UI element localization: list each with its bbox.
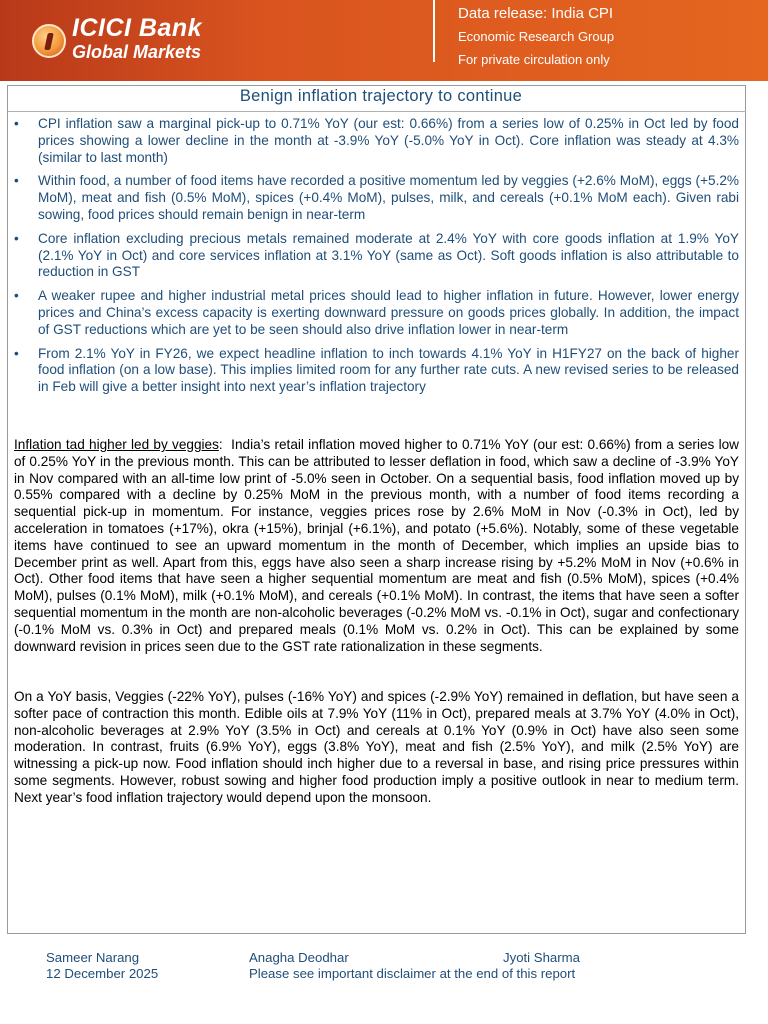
header-divider — [433, 0, 435, 62]
section-heading: Inflation tad higher led by veggies — [14, 437, 219, 452]
title-divider — [8, 111, 746, 112]
paragraph-body: India’s retail inflation moved higher to 0.71% YoY (our est: 0.66%) from a series low of 0.25% YoY in the previous month. This can be attributed to lesser deflation in food, which saw a decline of -3.9% YoY in Nov compared with an all-time low print of -5.0% seen in October. On a sequential basis, food inflation moved up by 0.55% compared with a decline by 0.25% MoM in the previous month, with a number of food items recording a sequential pick-up in momentum. For instance, veggies prices rose by 2.6% MoM in Nov (-0.3% in Oct), led by acceleration in tomatoes (+17%), okra (+15%), brinjal (+6.1%), and potato (+5.6%). Notably, some of these vegetable items have continued to see an upward momentum in the month of December, which implies an upside bias to December print as well. Apart from this, eggs have also seen a sharp increase rising by +5.2% MoM in Nov (+0.6% in Oct). Other food items that have seen a higher sequential momentum are meat and fish (0.5% MoM), spices (+0.4% MoM), pulses (0.1% MoM), milk (+0.1% MoM), and cereals (+0.1% MoM). In contrast, the items that have seen a softer sequential momentum in the month are non-alcoholic beverages (-0.2% MoM vs. -0.1% in Oct), sugar and confectionary (-0.1% MoM vs. 0.3% in Oct) and prepared meals (0.1% MoM vs. 0.2% in Oct). This can be explained by some downward revision in prices seen due to the GST rate rationalization in these segments. — [14, 437, 739, 654]
key-point: • A weaker rupee and higher industrial metal prices should lead to higher inflation in future. However, lower energy prices and China’s excess capacity is exerting downward pressure on goods prices globally. In addition, the impact of GST reductions which are yet to be seen should also drive inflation lower in near-term — [14, 288, 739, 338]
analysis-paragraph-veggies — [14, 437, 739, 655]
icici-i-icon — [32, 24, 66, 58]
heading-separator: : — [218, 437, 232, 452]
key-points-list — [14, 116, 739, 403]
footer-author-1: Sameer Narang — [46, 950, 140, 965]
report-header — [0, 0, 768, 81]
logo-division-name: Global Markets — [72, 42, 202, 62]
release-title: Data release: India CPI — [458, 5, 614, 22]
key-point: • From 2.1% YoY in FY26, we expect headline inflation to inch towards 4.1% YoY in H1FY27 on the back of higher food inflation (on a low base). This implies limited room for any further rate cuts. A new revised series to be released in Feb will give a better insight into next year’s inflation trajectory — [14, 346, 739, 396]
key-point: • Core inflation excluding precious metals remained moderate at 2.4% YoY with core goods inflation at 1.9% YoY (2.1% YoY in Oct) and core services inflation at 3.1% YoY (same as Oct). Soft goods inflation is also attributable to reduction in GST — [14, 231, 739, 281]
logo-bank-name: ICICI Bank — [72, 14, 203, 42]
footer-author-2: Anagha Deodhar — [249, 950, 349, 965]
footer-disclaimer: Please see important disclaimer at the end of this report — [249, 966, 576, 981]
key-point: • CPI inflation saw a marginal pick-up to 0.71% YoY (our est: 0.66%) from a series low of 0.25% in Oct led by food prices showing a lower decline in the month at -3.9% YoY (-5.0% YoY in Oct). Core inflation was steady at 4.3% (similar to last month) — [14, 116, 739, 166]
footer-author-3: Jyoti Sharma — [503, 950, 580, 965]
circulation-note: For private circulation only — [458, 52, 610, 67]
analysis-paragraph-yoy: On a YoY basis, Veggies (-22% YoY), pulses (-16% YoY) and spices (-2.9% YoY) remained in deflation, but have seen a softer pace of contraction this month. Edible oils at 7.9% YoY (11% in Oct), prepared meals at 3.7% YoY (4.0% in Oct), non-alcoholic beverages at 2.9% YoY (3.5% in Oct) and cereals at 0.1% YoY (0.9% in Oct) have also seen some moderation. In contrast, fruits (6.9% YoY), eggs (3.8% YoY), meat and fish (2.5% YoY), and milk (2.5% YoY) are witnessing a pick-up now. Food inflation should inch higher due to a reversal in base, and rising price pressures within some segments. However, robust sowing and higher food production imply a positive outlook in near to medium term. Next year’s food inflation trajectory would depend upon the monsoon. — [14, 689, 739, 805]
footer-date: 12 December 2025 — [46, 966, 159, 981]
report-title: Benign inflation trajectory to continue — [239, 87, 523, 105]
key-point: • Within food, a number of food items have recorded a positive momentum led by veggies (+2.6% MoM), eggs (+5.2% MoM), meat and fish (0.5% MoM), spices (+0.4% MoM), pulses, milk, and cereals (+0.1% MoM each). Given rabi sowing, food prices should remain benign in near-term — [14, 173, 739, 223]
icici-bank-logo — [32, 14, 232, 68]
research-group: Economic Research Group — [458, 29, 615, 44]
